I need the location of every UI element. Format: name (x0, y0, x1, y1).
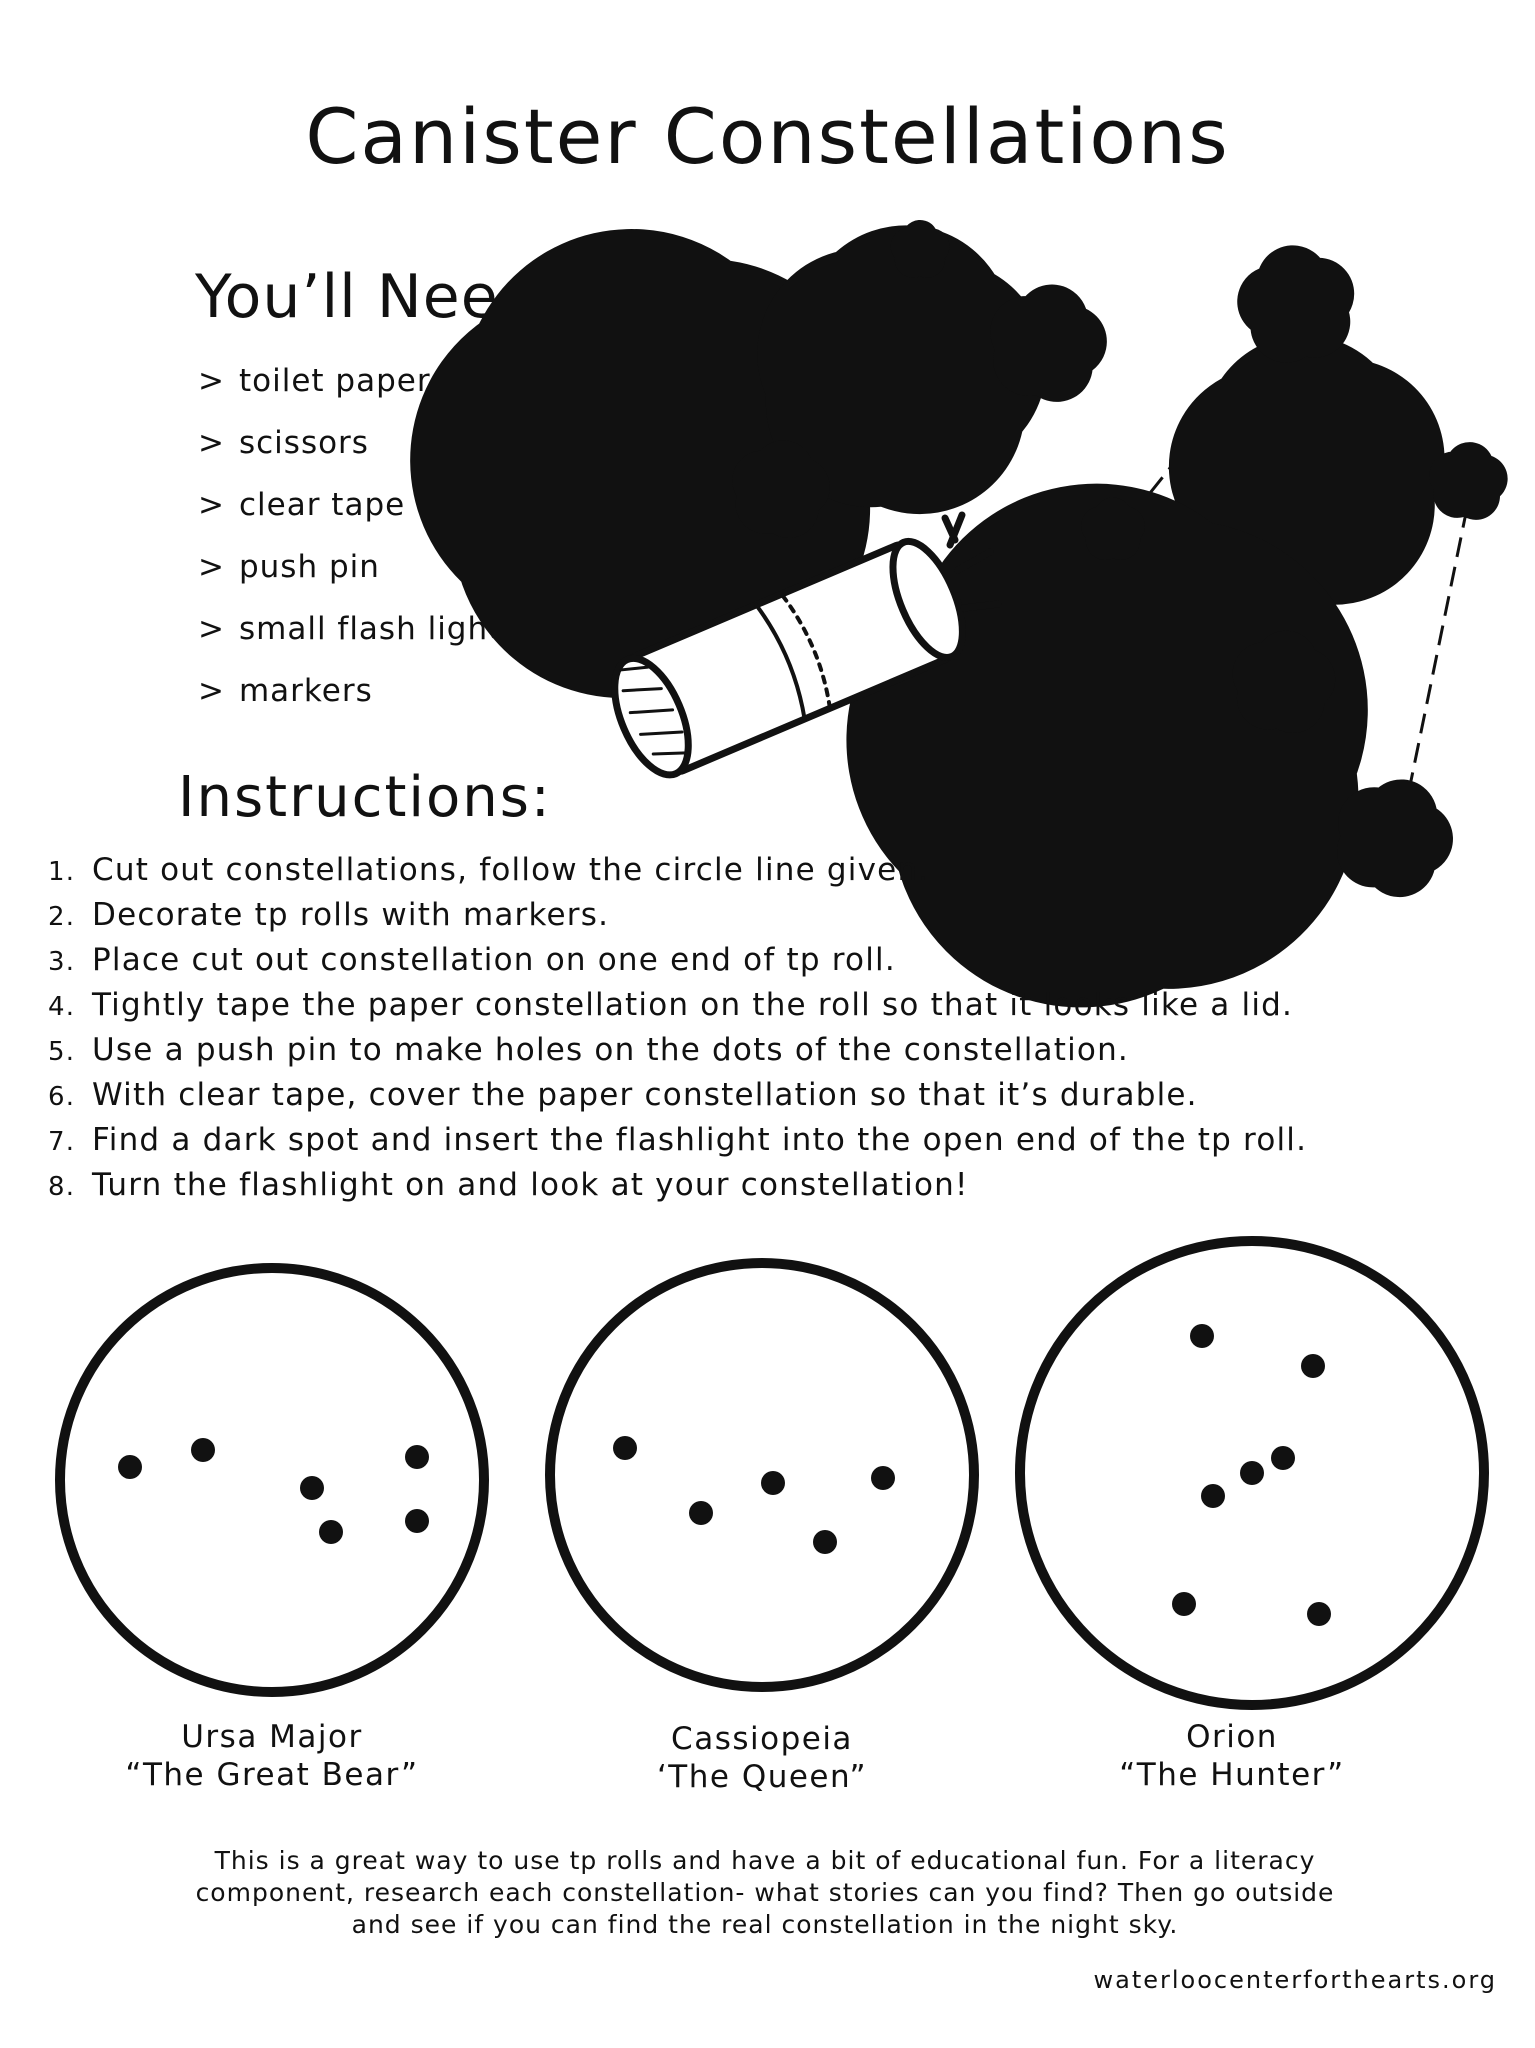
step-number: 6. (48, 1082, 76, 1112)
star-dot (1240, 1461, 1264, 1485)
step-text: Decorate tp rolls with markers. (92, 897, 610, 933)
star-dot (689, 1501, 713, 1525)
step-text: Turn the flashlight on and look at your constellation! (92, 1167, 969, 1203)
supply-label: toilet paper rolls (238, 363, 511, 399)
cassiopeia-circle (550, 1263, 974, 1687)
ursa-major-label (62, 1718, 482, 1794)
solid-star-icon (1452, 464, 1485, 496)
constellation-nickname: ‘The Queen” (656, 1759, 868, 1795)
star-dot (118, 1455, 142, 1479)
orion-label (1022, 1718, 1442, 1794)
star-dot (1190, 1324, 1214, 1348)
step-text: Place cut out constellation on one end of tp roll. (92, 942, 896, 978)
supply-label: small flash light (238, 611, 502, 647)
outline-star-icon (569, 383, 724, 534)
step-number: 4. (48, 992, 76, 1022)
footer-line: and see if you can find the real constellation in the night sky. (351, 1910, 1179, 1939)
constellation-name: Orion (1186, 1719, 1278, 1755)
star-dot (319, 1520, 343, 1544)
outline-star-icon (1026, 659, 1196, 824)
solid-star-icon (758, 467, 802, 509)
star-dot (1301, 1354, 1325, 1378)
step-number: 1. (48, 857, 76, 887)
step-text: Cut out constellations, follow the circle line given. (92, 852, 930, 888)
star-dot (1172, 1592, 1196, 1616)
instructions-list (48, 848, 1307, 1208)
instruction-step (48, 1163, 1307, 1208)
instruction-step (48, 893, 1307, 938)
instruction-step (48, 983, 1307, 1028)
step-text: With clear tape, cover the paper constellation so that it’s durable. (92, 1077, 1198, 1113)
outline-star-icon (856, 325, 946, 411)
star-dot (300, 1476, 324, 1500)
constellation-nickname: “The Hunter” (1119, 1757, 1345, 1793)
constellation-nickname: “The Great Bear” (125, 1757, 419, 1793)
solid-star-icon (1365, 808, 1423, 864)
star-dot (1201, 1484, 1225, 1508)
supply-label: clear tape (238, 487, 406, 523)
ursa-major-circle (60, 1268, 484, 1692)
solid-star-icon (1270, 277, 1322, 328)
star-dot (405, 1509, 429, 1533)
instruction-step (48, 1118, 1307, 1163)
step-text: Use a push pin to make holes on the dots of the constellation. (92, 1032, 1129, 1068)
step-number: 3. (48, 947, 76, 977)
outline-star-icon (1266, 431, 1349, 511)
list-marker: > (198, 549, 225, 585)
star-dot (761, 1471, 785, 1495)
supply-label: markers (238, 673, 373, 709)
instruction-step (48, 1073, 1307, 1118)
solid-star-icon (1101, 517, 1126, 541)
instruction-step (48, 848, 1307, 893)
constellation-name: Ursa Major (181, 1719, 363, 1755)
list-marker: > (198, 363, 225, 399)
solid-star-icon (1261, 659, 1306, 702)
step-number: 7. (48, 1127, 76, 1157)
supplies-heading: You’ll Need: (195, 262, 559, 332)
star-dot (1271, 1446, 1295, 1470)
website-url: waterloocenterforthearts.org (1093, 1966, 1497, 1994)
instruction-step (48, 1028, 1307, 1073)
star-dot (613, 1436, 637, 1460)
step-text: Find a dark spot and insert the flashlight into the open end of the tp roll. (92, 1122, 1308, 1158)
step-number: 5. (48, 1037, 76, 1067)
list-marker: > (198, 611, 225, 647)
supply-label: push pin (238, 549, 380, 585)
constellation-name: Cassiopeia (671, 1721, 853, 1757)
instruction-step (48, 938, 1307, 983)
star-dot (405, 1445, 429, 1469)
footer-line: component, research each constellation- what stories can you find? Then go outside (195, 1878, 1335, 1907)
star-dot (813, 1530, 837, 1554)
star-dot (1307, 1602, 1331, 1626)
step-number: 8. (48, 1172, 76, 1202)
page-title: Canister Constellations (305, 92, 1230, 181)
star-dot (871, 1466, 895, 1490)
footer-line: This is a great way to use tp rolls and have a bit of educational fun. For a literacy (214, 1846, 1316, 1875)
solid-star-icon (1021, 316, 1075, 368)
step-text: Tightly tape the paper constellation on the roll so that it looks like a lid. (92, 987, 1294, 1023)
footer-note (110, 1845, 1420, 1941)
solid-star-icon (909, 238, 932, 260)
supply-label: scissors (238, 425, 369, 461)
constellation-dots (118, 1324, 1331, 1626)
instructions-heading: Instructions: (178, 765, 552, 830)
step-number: 2. (48, 902, 76, 932)
list-marker: > (198, 487, 225, 523)
list-marker: > (198, 673, 225, 709)
cassiopeia-label (552, 1720, 972, 1796)
list-marker: > (198, 425, 225, 461)
star-dot (191, 1438, 215, 1462)
